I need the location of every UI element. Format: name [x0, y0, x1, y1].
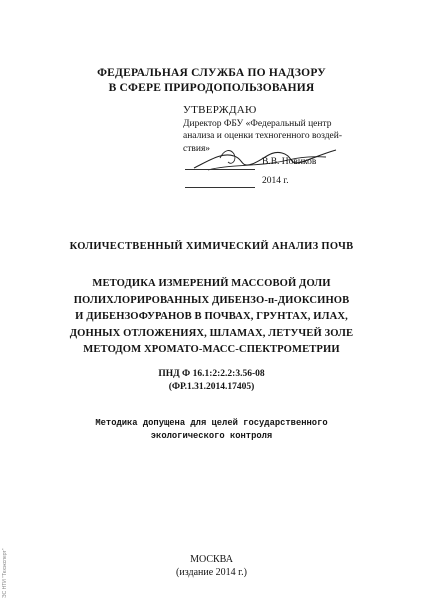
watermark: ЭС НТИ "Техэксперт"	[2, 548, 8, 598]
method-title-line-1: МЕТОДИКА ИЗМЕРЕНИЙ МАССОВОЙ ДОЛИ	[92, 278, 331, 289]
pnd-code: ПНД Ф 16.1:2:2.2:3.56-08	[158, 369, 265, 379]
approval-title: УТВЕРЖДАЮ	[183, 104, 257, 116]
method-title-line-5: МЕТОДОМ ХРОМАТО-МАСС-СПЕКТРОМЕТРИИ	[83, 344, 340, 355]
date-line	[185, 187, 255, 188]
fr-code: (ФР.1.31.2014.17405)	[168, 382, 255, 392]
signature-line	[185, 169, 255, 170]
method-title-line-2: ПОЛИХЛОРИРОВАННЫХ ДИБЕНЗО-п-ДИОКСИНОВ	[73, 294, 350, 306]
admission-line-2: экологического контроля	[150, 430, 273, 441]
approval-year: 2014 г.	[262, 176, 289, 186]
agency-line-2: В СФЕРЕ ПРИРОДОПОЛЬЗОВАНИЯ	[108, 82, 315, 94]
method-title-line-3: И ДИБЕНЗОФУРАНОВ В ПОЧВАХ, ГРУНТАХ, ИЛАХ,	[75, 311, 348, 322]
analysis-category: КОЛИЧЕСТВЕННЫЙ ХИМИЧЕСКИЙ АНАЛИЗ ПОЧВ	[69, 241, 354, 252]
agency-header	[0, 66, 423, 96]
signer-name: В.В. Новиков	[262, 157, 317, 167]
document-codes	[0, 368, 423, 394]
city: МОСКВА	[190, 554, 233, 565]
approver-position-line-3: ствия»	[183, 143, 211, 154]
method-title-line-4: ДОННЫХ ОТЛОЖЕНИЯХ, ШЛАМАХ, ЛЕТУЧЕЙ ЗОЛЕ	[69, 327, 354, 339]
publication-place	[0, 553, 423, 579]
approver-position-line-2: анализа и оценки техногенного воздей-	[183, 131, 343, 141]
edition: (издание 2014 г.)	[176, 567, 247, 578]
admission-note	[0, 417, 423, 442]
approver-position-line-1: Директор ФБУ «Федеральный центр	[183, 118, 332, 129]
agency-line-1: ФЕДЕРАЛЬНАЯ СЛУЖБА ПО НАДЗОРУ	[97, 67, 326, 79]
admission-line-1: Методика допущена для целей государственного	[95, 418, 328, 428]
method-title	[0, 276, 423, 359]
